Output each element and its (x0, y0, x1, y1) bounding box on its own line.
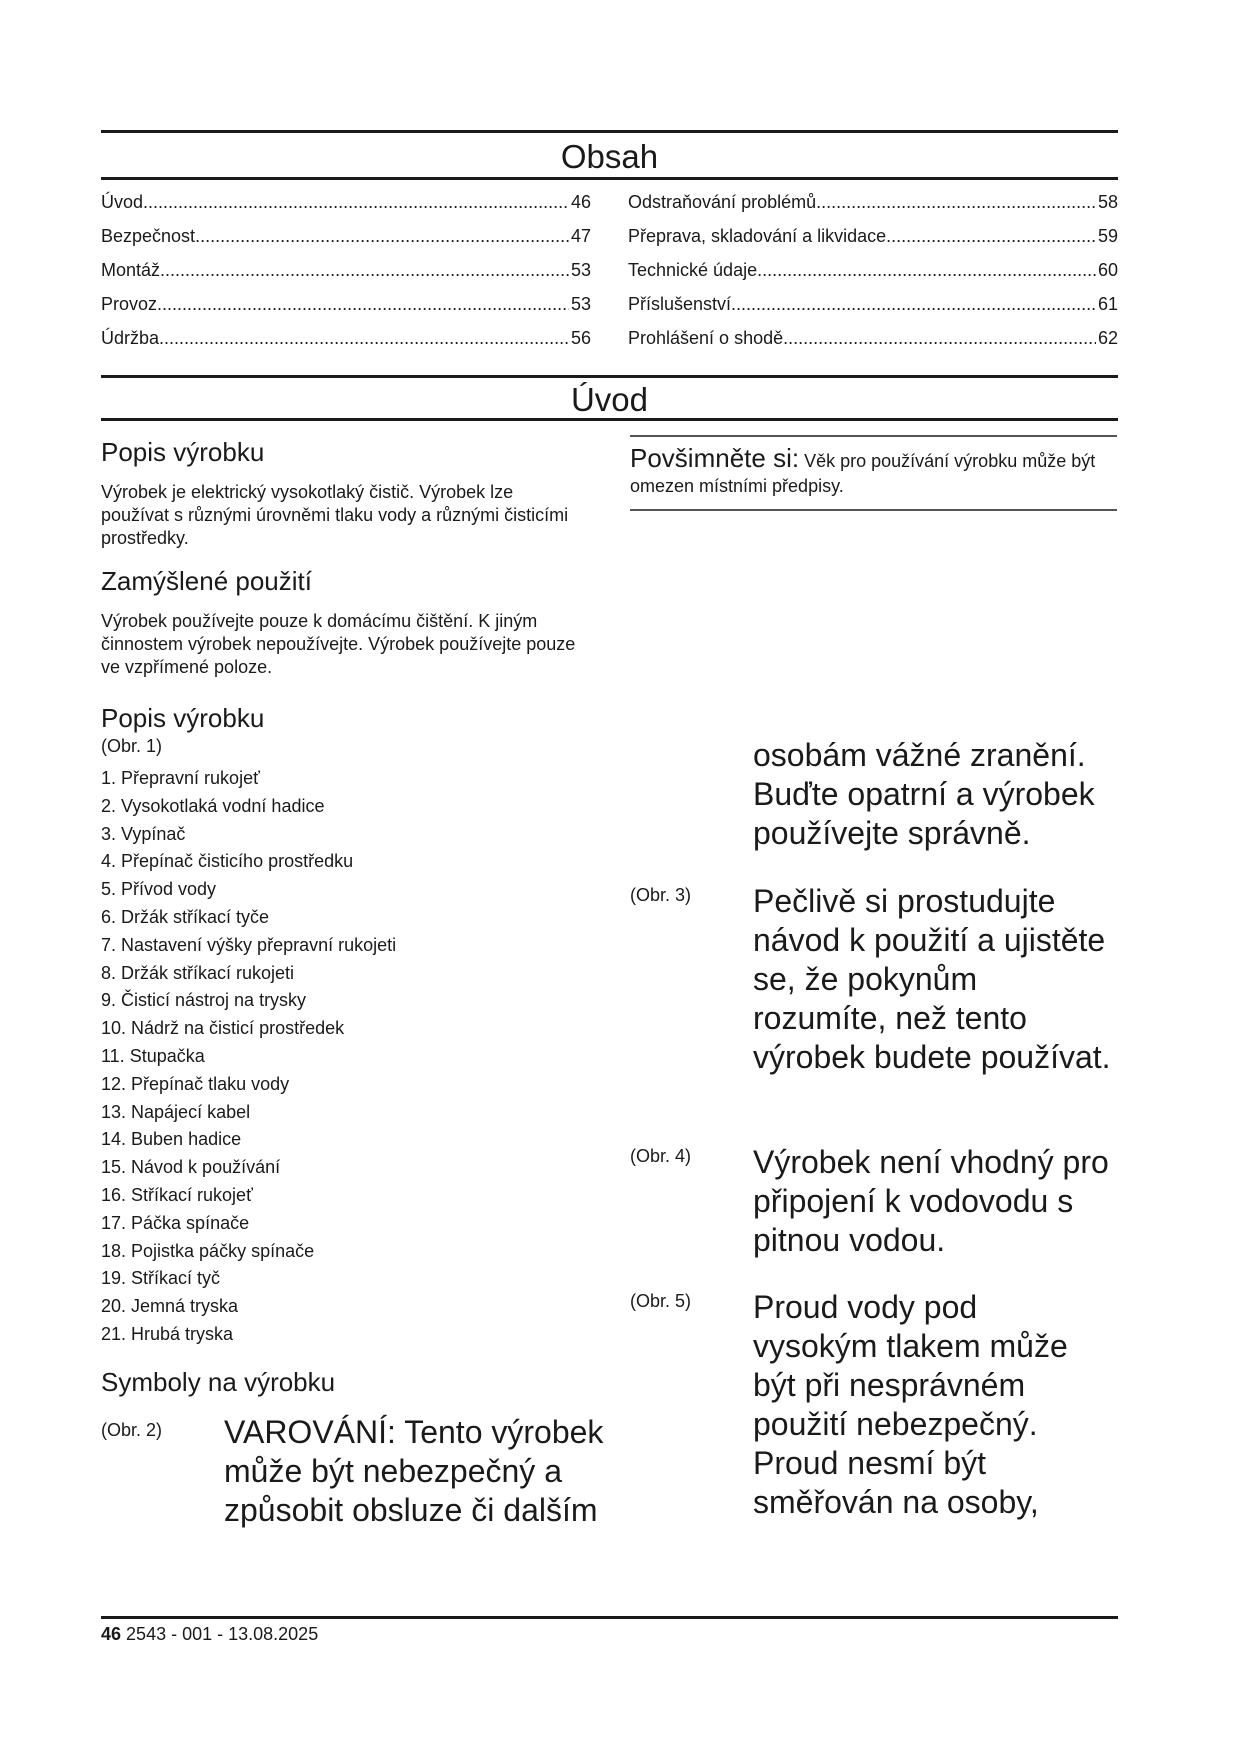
description-heading: Popis výrobku (101, 437, 265, 467)
toc-entry[interactable]: Technické údaje ..... 60 (628, 253, 1118, 287)
symbol-manual-text: Pečlivě si prostudujte návod k použití a ujistěte se, že pokynům rozumíte, než tento výrobek budete používat. (753, 883, 1111, 1075)
toc-entry[interactable]: Provoz ..... 53 (101, 287, 591, 321)
list-item: 16. Stříkací rukojeť (101, 1184, 253, 1205)
footer-rule (101, 1616, 1118, 1619)
symbol-figure-ref: (Obr. 2) (101, 1420, 163, 1440)
list-item: 15. Návod k používání (101, 1157, 281, 1178)
list-item: 12. Přepínač tlaku vody (101, 1073, 290, 1094)
toc-left-column (101, 185, 591, 355)
list-item: 17. Páčka spínače (101, 1212, 250, 1233)
note-top-rule (630, 435, 1117, 437)
toc-entry[interactable]: Bezpečnost ..... 47 (101, 219, 591, 253)
list-item: 2. Vysokotlaká vodní hadice (101, 795, 325, 816)
component-list (101, 765, 396, 1349)
page-number: 46 (101, 1624, 122, 1644)
list-item: 9. Čisticí nástroj na trysky (101, 990, 307, 1011)
symbol-figure-ref: (Obr. 3) (630, 885, 692, 905)
symbols-heading: Symboly na výrobku (101, 1367, 336, 1397)
toc-entry[interactable]: Odstraňování problémů ..... 58 (628, 185, 1118, 219)
toc-title-underline (101, 177, 1118, 180)
symbol-water-text: Výrobek není vhodný pro připojení k vodovodu s pitnou vodou. (753, 1144, 1109, 1258)
symbol-warning-text: VAROVÁNÍ: Tento výrobek může být nebezpečný a způsobit obsluze či dalším (224, 1414, 604, 1528)
symbol-jet-text: Proud vody pod vysokým tlakem může být při nesprávném použití nebezpečný. Proud nesmí být směřován na osoby, (753, 1289, 1068, 1520)
document-info: 2543 - 001 - 13.08.2025 (126, 1624, 319, 1644)
toc-entry[interactable]: Údržba ..... 56 (101, 321, 591, 355)
toc-entry[interactable]: Přeprava, skladování a likvidace ..... 59 (628, 219, 1118, 253)
symbol-figure-ref: (Obr. 5) (630, 1291, 692, 1311)
toc-entry[interactable]: Prohlášení o shodě ..... 62 (628, 321, 1118, 355)
note-box (630, 443, 1120, 499)
intended-use-text: Výrobek používejte pouze k domácímu čištění. K jiným činnostem výrobek nepoužívejte. Výrobek používejte pouze ve vzpřímené poloze. (101, 611, 576, 677)
list-item: 5. Přívod vody (101, 879, 217, 900)
list-item: 3. Vypínač (101, 823, 186, 844)
overview-figure-ref: (Obr. 1) (101, 736, 163, 756)
list-item: 20. Jemná tryska (101, 1296, 239, 1317)
toc-entry[interactable]: Úvod ..... 46 (101, 185, 591, 219)
note-bottom-rule (630, 509, 1117, 511)
toc-entry[interactable]: Montáž ..... 53 (101, 253, 591, 287)
toc-right-column (628, 185, 1118, 355)
intro-title: Úvod (570, 381, 649, 418)
toc-title: Obsah (560, 138, 659, 175)
page-footer (101, 1623, 318, 1645)
intro-top-rule (101, 375, 1118, 378)
symbol-warning-text-continued: osobám vážné zranění. Buďte opatrní a výrobek používejte správně. (753, 737, 1095, 851)
toc-entry[interactable]: Příslušenství ..... 61 (628, 287, 1118, 321)
list-item: 4. Přepínač čisticího prostředku (101, 851, 354, 872)
intro-title-underline (101, 418, 1118, 421)
list-item: 8. Držák stříkací rukojeti (101, 962, 295, 983)
list-item: 21. Hrubá tryska (101, 1323, 234, 1344)
list-item: 1. Přepravní rukojeť (101, 768, 260, 788)
list-item: 19. Stříkací tyč (101, 1268, 221, 1289)
toc-top-rule (101, 130, 1118, 133)
list-item: 11. Stupačka (101, 1045, 205, 1066)
list-item: 6. Držák stříkací tyče (101, 906, 270, 927)
list-item: 18. Pojistka páčky spínače (101, 1240, 315, 1261)
description-text: Výrobek je elektrický vysokotlaký čistič. Výrobek lze používat s různými úrovněmi tlaku vody a různými čisticími prostředky. (101, 482, 569, 548)
list-item: 10. Nádrž na čisticí prostředek (101, 1018, 345, 1039)
note-label: Povšimněte si: (630, 443, 800, 473)
list-item: 14. Buben hadice (101, 1129, 242, 1150)
overview-heading: Popis výrobku (101, 703, 265, 733)
list-item: 13. Napájecí kabel (101, 1101, 251, 1122)
intended-use-heading: Zamýšlené použití (101, 566, 312, 596)
list-item: 7. Nastavení výšky přepravní rukojeti (101, 934, 397, 955)
symbol-figure-ref: (Obr. 4) (630, 1146, 692, 1166)
note-text: Věk pro používání výrobku může být omezen místními předpisy. (630, 451, 1096, 496)
